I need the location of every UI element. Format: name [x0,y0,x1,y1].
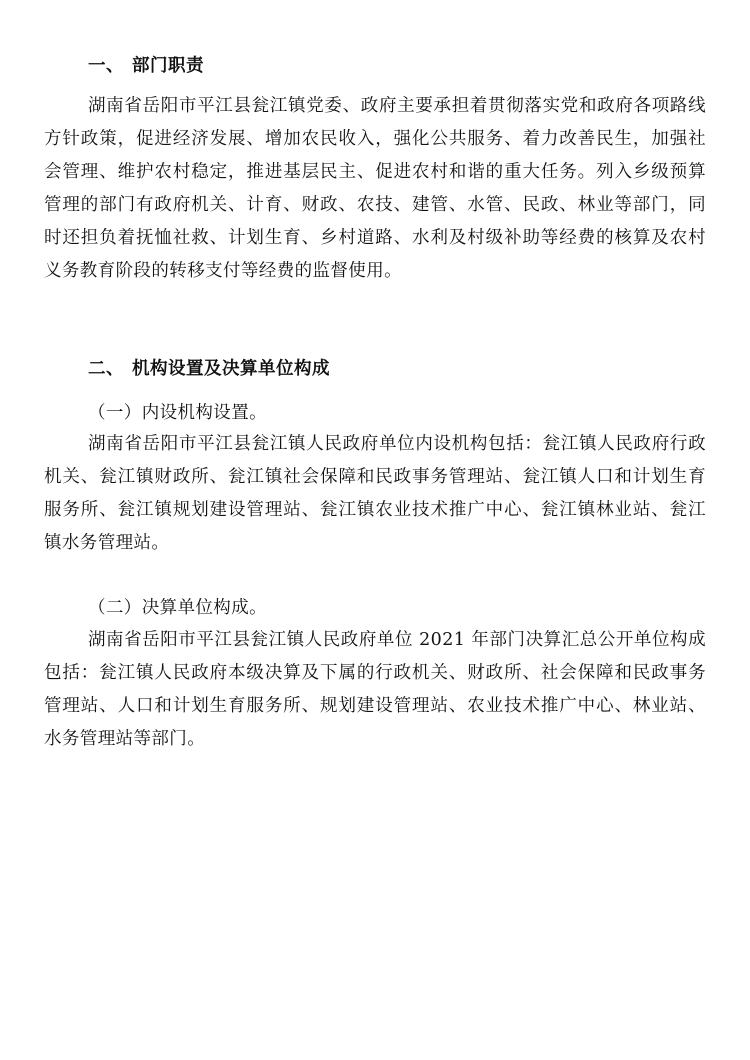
subsection-1-paragraph: 湖南省岳阳市平江县瓮江镇人民政府单位内设机构包括：瓮江镇人民政府行政机关、瓮江镇财政所、瓮江镇社会保障和民政事务管理站、瓮江镇人口和计划生育服务所、瓮江镇规划建设管理站、瓮江镇农业技术推广中心、瓮江镇林业站、瓮江镇水务管理站。 [44,434,706,553]
section-1-title: 部门职责 [132,56,204,76]
subsection-1-title: （一）内设机构设置。 [88,403,267,423]
section-2-heading [88,355,330,380]
section-2-title: 机构设置及决算单位构成 [132,359,330,379]
subsection-2-title: （二）决算单位构成。 [88,598,267,618]
subsection-2-paragraph: 湖南省岳阳市平江县瓮江镇人民政府单位 2021 年部门决算汇总公开单位构成包括：瓮江镇人民政府本级决算及下属的行政机关、财政所、社会保障和民政事务管理站、人口和计划生育服务所、规划建设管理站、农业技术推广中心、林业站、水务管理站等部门。 [44,630,706,749]
section-2-number: 二、 [88,359,124,379]
section-1-heading [88,52,204,77]
section-1-number: 一、 [88,56,124,76]
section-1-paragraph: 湖南省岳阳市平江县瓮江镇党委、政府主要承担着贯彻落实党和政府各项路线方针政策，促进经济发展、增加农民收入，强化公共服务、着力改善民生，加强社会管理、维护农村稳定，推进基层民主、促进农村和谐的重大任务。列入乡级预算管理的部门有政府机关、计育、财政、农技、建管、水管、民政、林业等部门，同时还担负着抚恤社救、计划生育、乡村道路、水利及村级补助等经费的核算及农村义务教育阶段的转移支付等经费的监督使用。 [44,96,706,281]
